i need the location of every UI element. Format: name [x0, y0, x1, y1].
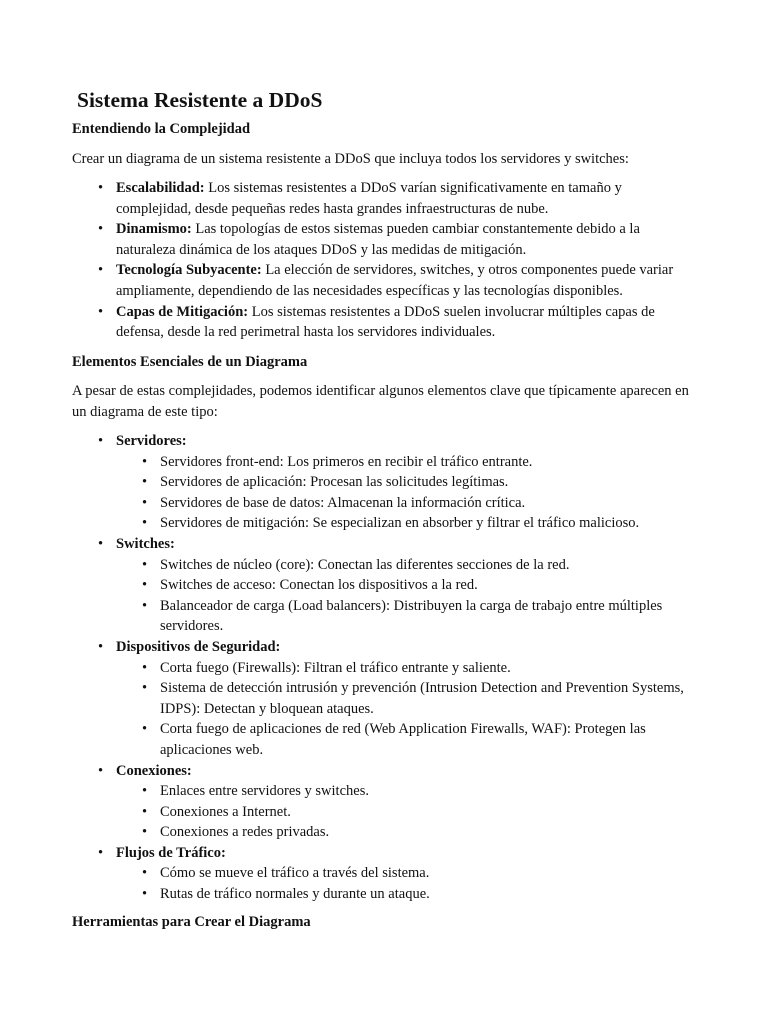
- sublist: [116, 658, 700, 761]
- list-item-security-devices: [72, 637, 700, 761]
- list-item-switches: [72, 534, 700, 637]
- sublist-item: • Rutas de tráfico normales y durante un ataque.: [116, 884, 700, 905]
- list-item-term: Escalabilidad:: [116, 180, 205, 196]
- group-label: Conexiones:: [116, 762, 192, 779]
- sublist-item: • Switches de núcleo (core): Conectan las diferentes secciones de la red.: [116, 555, 700, 576]
- list-item: [72, 178, 700, 219]
- sublist-item: • Corta fuego de aplicaciones de red (Web Application Firewalls, WAF): Protegen las aplicaciones web.: [116, 719, 700, 760]
- sublist-item: • Enlaces entre servidores y switches.: [116, 781, 700, 802]
- sublist-item: • Sistema de detección intrusión y prevención (Intrusion Detection and Prevention Systems, IDPS): Detectan y bloquean ataques.: [116, 678, 700, 719]
- section-heading-tools: Herramientas para Crear el Diagrama: [72, 914, 311, 930]
- list-item-text: Los sistemas resistentes a DDoS varían significativamente en tamaño y complejidad, desde pequeñas redes hasta grandes infraestructuras de nube.: [116, 180, 622, 217]
- sublist-item: • Conexiones a Internet.: [116, 802, 700, 823]
- list-item-connections: [72, 761, 700, 843]
- group-label: Switches:: [116, 535, 175, 552]
- sublist-item: • Servidores de base de datos: Almacenan la información crítica.: [116, 493, 700, 514]
- sublist-item: • Cómo se mueve el tráfico a través del sistema.: [116, 863, 700, 884]
- sublist-item: • Servidores front-end: Los primeros en recibir el tráfico entrante.: [116, 452, 700, 473]
- sublist-item: • Switches de acceso: Conectan los dispositivos a la red.: [116, 575, 700, 596]
- elements-list: [72, 431, 700, 905]
- section-intro-elements: A pesar de estas complejidades, podemos identificar algunos elementos clave que típicamente aparecen en un diagrama de este tipo:: [72, 383, 689, 420]
- section-heading-complexity: Entendiendo la Complejidad: [72, 121, 251, 137]
- page-title: Sistema Resistente a DDoS: [77, 88, 323, 112]
- list-item-text: Las topologías de estos sistemas pueden cambiar constantemente debido a la naturaleza dinámica de los ataques DDoS y las medidas de mitigación.: [116, 221, 640, 258]
- sublist: [116, 452, 700, 534]
- sublist: [116, 555, 700, 637]
- list-item-text: La elección de servidores, switches, y otros componentes puede variar ampliamente, dependiendo de las necesidades específicas y las tecnologías disponibles.: [116, 262, 674, 299]
- group-label: Dispositivos de Seguridad:: [116, 638, 281, 655]
- sublist-item: • Balanceador de carga (Load balancers): Distribuyen la carga de trabajo entre múltiples servidores.: [116, 596, 700, 637]
- sublist-item: • Servidores de mitigación: Se especializan en absorber y filtrar el tráfico malicioso.: [116, 513, 700, 534]
- list-item-term: Tecnología Subyacente:: [116, 262, 262, 279]
- sublist-item: • Conexiones a redes privadas.: [116, 822, 700, 843]
- section-heading-elements: Elementos Esenciales de un Diagrama: [72, 354, 308, 370]
- list-item-traffic-flows: [72, 843, 700, 905]
- sublist-item: • Servidores de aplicación: Procesan las solicitudes legítimas.: [116, 472, 700, 493]
- list-item: [72, 260, 700, 301]
- list-item-term: Dinamismo:: [116, 221, 192, 238]
- sublist-item: • Corta fuego (Firewalls): Filtran el tráfico entrante y saliente.: [116, 658, 700, 679]
- list-item: [72, 302, 700, 343]
- list-item: [72, 219, 700, 260]
- sublist: [116, 781, 700, 843]
- list-item-servers: [72, 431, 700, 534]
- section-intro-complexity: Crear un diagrama de un sistema resistente a DDoS que incluya todos los servidores y switches:: [72, 151, 629, 167]
- list-item-term: Capas de Mitigación:: [116, 303, 249, 320]
- group-label: Servidores:: [116, 433, 187, 449]
- sublist: [116, 863, 700, 904]
- list-item-text: Los sistemas resistentes a DDoS suelen involucrar múltiples capas de defensa, desde la red perimetral hasta los servidores individuales.: [116, 303, 655, 341]
- group-label: Flujos de Tráfico:: [116, 844, 226, 861]
- complexity-list: [72, 178, 700, 343]
